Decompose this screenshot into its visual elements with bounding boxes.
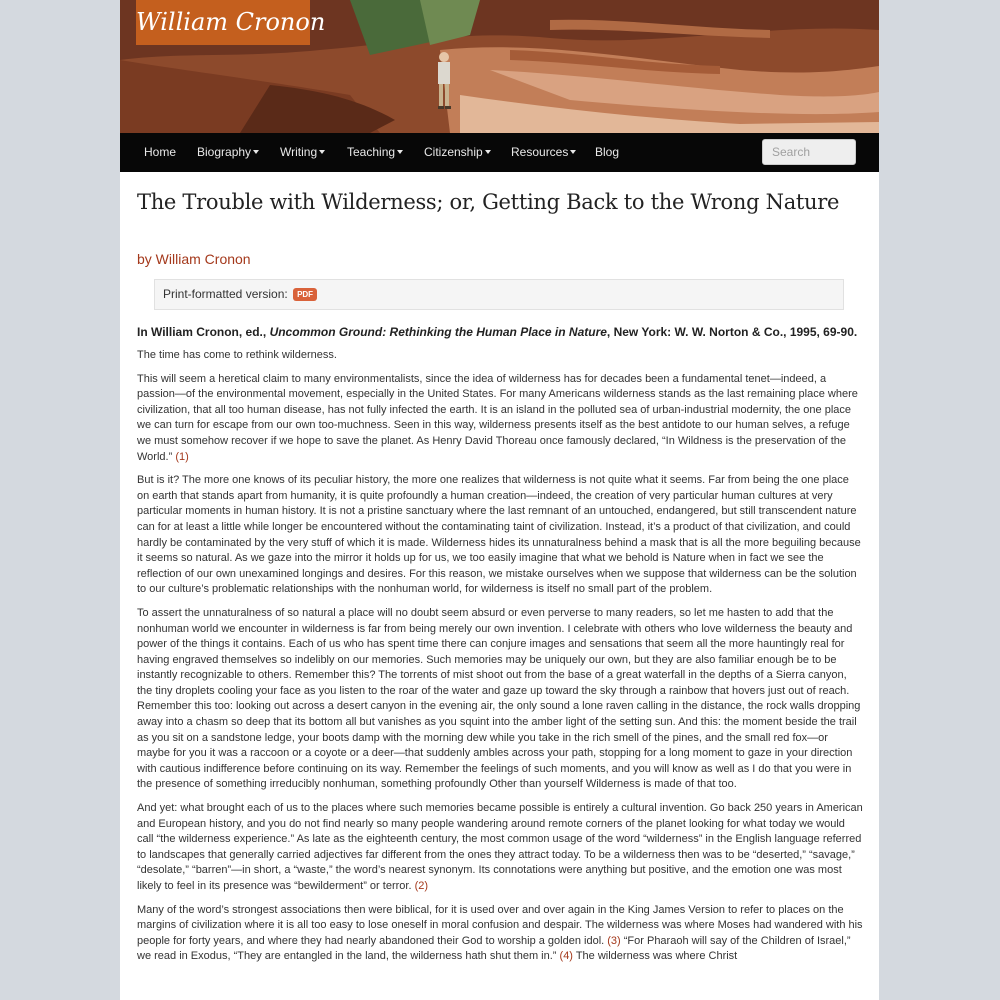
paragraph	[137, 903, 863, 965]
print-version-label: Print-formatted version:	[163, 287, 288, 301]
print-version-box	[154, 279, 844, 310]
paragraph-text: Many of the word’s strongest associations then were biblical, for it is used over and over again in the King James Version to refer to places on the margins of civilization where it is all too easy to lose oneself in moral confusion and despair. The wilderness was where Moses had wandered with his people for forty years, and where they had nearly abandoned their God to worship a golden idol.	[137, 903, 863, 947]
paragraph-text: And yet: what brought each of us to the places where such memories became possible is entirely a cultural invention. Go back 250 years in American and European history, and you do not find nearly so many people wandering around remote corners of the planet looking for what today we would call “the wilderness experience.” As late as the eighteenth century, the most common usage of the word “wilderness” in the English language referred to landscapes that generally carried adjectives far different from the ones they attract today. To be a wilderness then was to be “deserted,” “savage,” “desolate,” “barren”—in short, a “waste,” the word’s nearest synonym. Its connotations were anything but positive, and the emotion one was most likely to feel in its presence was “bewilderment” or terror.	[137, 802, 863, 892]
caret-down-icon	[319, 150, 325, 154]
paragraph: To assert the unnaturalness of so natural a place will no doubt seem absurd or even perverse to many readers, so let me hasten to add that the nonhuman world we encounter in wilderness is far from being merely our own invention. I celebrate with others who love wilderness the beauty and power of the things it contains. Each of us who has spent time there can conjure images and sensations that seem all the more hauntingly real for having engraved themselves so indelibly on our memories. Such memories may be uniquely our own, but they are also familiar enough be to be instantly recognizable to others. Remember this? The torrents of mist shoot out from the base of a great waterfall in the depths of a Sierra canyon, the tiny droplets cooling your face as you listen to the roar of the water and gaze up toward the sky through a rainbow that hovers just out of reach. Remember this too: looking out across a desert canyon in the evening air, the only sound a lone raven calling in the distance, the rock walls dropping away into a chasm so deep that its bottom all but vanishes as you squint into the amber light of the setting sun. And this: the moment beside the trail as you sit on a sandstone ledge, your boots damp with the morning dew while you take in the rich smell of the pines, and the small red fox—or maybe for you it was a raccoon or a coyote or a deer—that suddenly ambles across your path, stopping for a long moment to gaze in your direction with cautious indifference before continuing on its way. Remember the feelings of such moments, and you will know as well as I do that you were in the presence of something irreducibly nonhuman, something profoundly Other than yourself Wilderness is made of that too.	[137, 606, 861, 791]
nav-item-label: Teaching	[347, 145, 396, 159]
paragraph	[137, 372, 863, 466]
nav-item-teaching[interactable]	[347, 133, 403, 172]
nav-item-citizenship[interactable]	[424, 133, 491, 172]
paragraph-text: The wilderness was where Christ	[572, 950, 738, 963]
paragraph: But is it? The more one knows of its peculiar history, the more one realizes that wilderness is not quite what it seems. Far from being the one place on earth that stands apart from humanity, it is quite profoundly a human creation—indeed, the creation of very particular human cultures at very particular moments in human history. It is not a pristine sanctuary where the last remnant of an untouched, endangered, but still transcendent nature can for at least a little while longer be encountered without the contaminating taint of civilization. Instead, it’s a product of that civilization, and could hardly be contaminated by the very stuff of which it is made. Wilderness hides its unnaturalness behind a mask that is all the more beguiling because it seems so natural. As we gaze into the mirror it holds up for us, we too easily imagine that what we behold is Nature when in fact we see the reflection of our own unexamined longings and desires. For this reason, we mistake ourselves when we suppose that wilderness can be the solution to our culture’s problematic relationships with the nonhuman world, for wilderness is itself no small part of the problem.	[137, 474, 861, 596]
pdf-badge[interactable]: PDF	[293, 288, 317, 301]
paragraph	[137, 801, 863, 895]
article-byline: by William Cronon	[137, 251, 251, 267]
article-body	[137, 348, 863, 973]
footnote-link[interactable]: (2)	[414, 880, 429, 892]
nav-item-label: Biography	[197, 145, 252, 159]
site-logo[interactable]: William Cronon	[136, 0, 310, 45]
citation-prefix: In William Cronon, ed.,	[137, 325, 270, 339]
page-title: The Trouble with Wilderness; or, Getting Back to the Wrong Nature	[137, 190, 840, 214]
paragraph-text: This will seem a heretical claim to many environmentalists, since the idea of wilderness has for decades been a fundamental tenet—indeed, a passion—of the environmental movement, especially in the United States. For many Americans wilderness stands as the last remaining place where civilization, that all too human disease, has not fully infected the earth. It is an island in the polluted sea of urban-industrial modernity, the one place we can turn for escape from our own too-muchness. Seen in this way, wilderness presents itself as the best antidote to our human selves, a refuge we must somehow recover if we hope to save the planet. As Henry David Thoreau once famously declared, “In Wildness is the preservation of the World.”	[137, 372, 858, 463]
footnote-link[interactable]: (3)	[607, 934, 621, 947]
nav-item-writing[interactable]	[280, 133, 325, 172]
page-container	[120, 0, 879, 1000]
nav-item-label: Home	[144, 145, 177, 159]
paragraph: The time has come to rethink wilderness.	[137, 349, 337, 361]
main-navigation	[120, 133, 879, 172]
nav-item-label: Citizenship	[424, 145, 483, 159]
nav-item-label: Blog	[595, 145, 620, 159]
search-input[interactable]	[762, 139, 856, 165]
article-citation	[137, 325, 863, 339]
nav-item-biography[interactable]	[197, 133, 259, 172]
caret-down-icon	[570, 150, 576, 154]
footnote-link[interactable]: (4)	[559, 950, 573, 963]
caret-down-icon	[253, 150, 259, 154]
nav-item-label: Resources	[511, 145, 569, 159]
caret-down-icon	[397, 150, 403, 154]
header-banner	[120, 0, 879, 133]
paragraph-text: “For Pharaoh will say of the Children of Israel,” we read in Exodus, “They are entangled in the land, the wilderness hath shut them in.”	[137, 934, 851, 963]
citation-suffix: , New York: W. W. Norton & Co., 1995, 69-90.	[606, 325, 858, 339]
footnote-link[interactable]: (1)	[175, 450, 189, 463]
nav-item-blog[interactable]	[595, 133, 619, 172]
citation-book-title: Uncommon Ground: Rethinking the Human Place in Nature	[269, 325, 607, 339]
nav-item-home[interactable]	[144, 133, 176, 172]
nav-item-resources[interactable]	[511, 133, 576, 172]
caret-down-icon	[485, 150, 491, 154]
nav-item-label: Writing	[280, 145, 318, 159]
